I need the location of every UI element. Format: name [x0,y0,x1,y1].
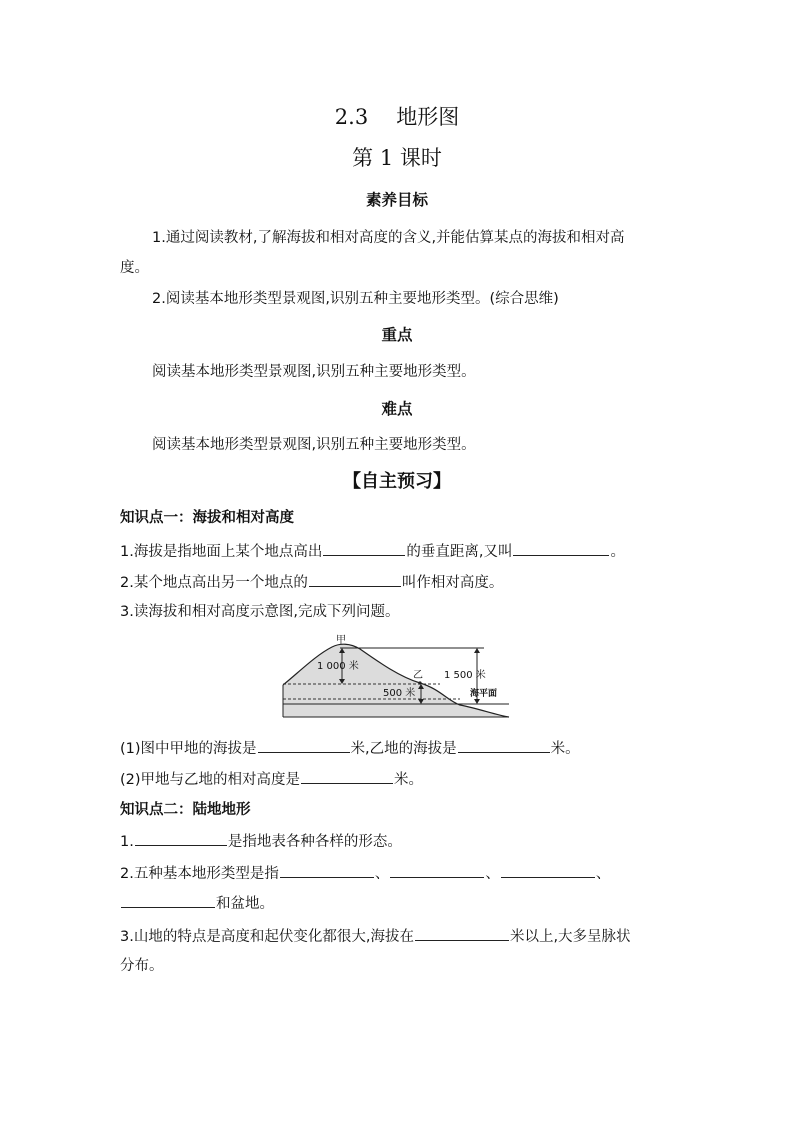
difficulty-heading: 难点 [381,400,413,418]
kp2-question-2-cont: 和盆地。 [120,892,274,914]
answer-blank[interactable] [258,737,350,753]
answer-blank[interactable] [301,768,393,784]
difficulty-text: 阅读基本地形类型景观图,识别五种主要地形类型。 [152,437,476,453]
lesson-name: 地形图 [396,105,460,129]
answer-blank[interactable] [309,571,401,587]
label-yi: 乙 [413,670,423,681]
goal-item-1-cont: 度。 [120,260,149,276]
goal-item-2: 2.阅读基本地形类型景观图,识别五种主要地形类型。(综合思维) [152,291,559,307]
kp2-question-1: 1. 是指地表各种各样的形态。 [120,830,402,852]
kp1-question-2: 2.某个地点高出另一个地点的 叫作相对高度。 [120,571,503,593]
kp1-subquestion-2: (2)甲地与乙地的相对高度是 米。 [120,768,423,790]
key-point-text: 阅读基本地形类型景观图,识别五种主要地形类型。 [152,364,476,380]
kp2-question-2: 2.五种基本地形类型是指 、 、 、 [120,862,610,884]
answer-blank[interactable] [390,862,484,878]
kp2-title: 知识点二：陆地地形 [120,802,251,818]
lesson-number: 2.3 [334,105,369,129]
answer-blank[interactable] [513,540,609,556]
kp1-question-1: 1.海拔是指地面上某个地点高出 的垂直距离,又叫 。 [120,540,625,562]
answer-blank[interactable] [458,737,550,753]
answer-blank[interactable] [121,892,215,908]
answer-blank[interactable] [415,925,509,941]
goals-heading: 素养目标 [365,191,428,209]
key-point-heading: 重点 [381,326,413,344]
kp1-subquestion-1: (1)图中甲地的海拔是 米,乙地的海拔是 米。 [120,737,580,759]
label-sea-level: 海平面 [470,689,498,699]
label-1500m: 1 500 米 [444,670,486,681]
answer-blank[interactable] [323,540,405,556]
label-jia: 甲 [336,635,346,646]
answer-blank[interactable] [280,862,374,878]
lesson-title [0,104,794,130]
answer-blank[interactable] [501,862,595,878]
lesson-period: 第 1 课时 [352,146,442,170]
preview-heading: 【自主预习】 [343,471,451,492]
answer-blank[interactable] [135,830,227,846]
kp2-question-3: 3.山地的特点是高度和起伏变化都很大,海拔在 米以上,大多呈脉状 [120,925,631,947]
altitude-diagram [280,633,512,719]
label-1000m: 1 000 米 [317,661,359,672]
kp1-title: 知识点一：海拔和相对高度 [120,510,294,526]
kp1-question-3: 3.读海拔和相对高度示意图,完成下列问题。 [120,604,400,620]
label-500m: 500 米 [383,688,416,699]
goal-item-1: 1.通过阅读教材,了解海拔和相对高度的含义,并能估算某点的海拔和相对高 [152,230,625,246]
kp2-question-3-cont: 分布。 [120,958,164,974]
